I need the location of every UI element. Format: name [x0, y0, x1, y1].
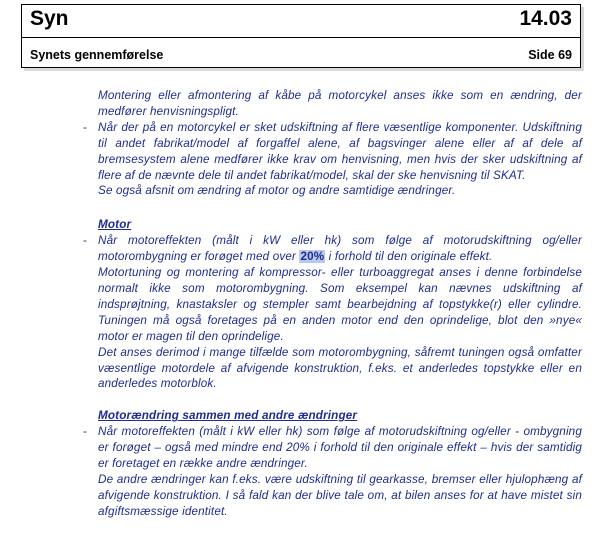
document-body — [83, 88, 582, 520]
motor-change-heading: Motorændring sammen med andre ændringer — [98, 409, 358, 423]
list-item-motor-change — [83, 424, 582, 472]
chapter-title: Syn — [30, 7, 69, 30]
motor-rebuild-paragraph: Det anses derimod i mange tilfælde som motorombygning, såfremt tuningen også omfatter væsentlige motordele af afvigende konstruktion, f.eks. et anderledes topstykke eller en anderledes motorblok. — [98, 345, 582, 391]
intro-paragraph: Montering eller afmontering af kåbe på motorcykel anses ikke som en ændring, der medfører henvisningspligt. — [98, 89, 582, 118]
motor-change-paragraph: Når motoreffekten (målt i kW eller hk) som følge af motorudskiftning og/eller - ombygning er forøget – også med mindre end 20% i forhold til den originale effekt – hvis der samtidig er foretaget en række andre ændringer. — [98, 425, 582, 471]
motor-heading: Motor — [98, 218, 132, 232]
list-item-components — [83, 120, 582, 184]
motor-paragraph: Når motoreffekten (målt i kW eller hk) som følge af motorudskiftning og/eller motorombygning er forøget med over 20% i forhold til den originale effekt. — [98, 234, 582, 264]
section-subtitle: Synets gennemførelse — [30, 48, 164, 62]
see-also-note: Se også afsnit om ændring af motor og andre samtidige ændringer. — [98, 184, 456, 198]
components-paragraph: Når der på en motorcykel er sket udskiftning af flere væsentlige komponenter. Udskiftning til andet fabrikat/model af forgaffel alene, af bagsvinger alene eller af af dele af bremsesystem alene medfører ikke krav om henvisning, men hvis der sker udskiftning af flere af de nævnte dele til andet fabrikat/model, skal der ske henvisning til SKAT. — [98, 120, 582, 182]
header-divider — [22, 37, 580, 38]
section-number: 14.03 — [519, 7, 572, 30]
bullet-dash: - — [83, 425, 88, 439]
bullet-dash: - — [83, 234, 88, 248]
other-changes-paragraph: De andre ændringer kan f.eks. være udskiftning til gearkasse, bremser eller hjulophæng af afvigende konstruktion. I så fald kan der blive tale om, at bilen anses for at have mistet sin afgiftsmæssige identitet. — [98, 472, 582, 518]
list-item-motor — [83, 233, 582, 265]
page-header — [21, 4, 581, 68]
bullet-dash: - — [83, 120, 88, 134]
motor-tuning-paragraph: Motortuning og montering af kompressor- eller turboaggregat anses i denne forbindelse normalt ikke som motorombygning. Som eksempel kan nævnes udskiftning af indsprøjtning, knastaksler og stempler samt bearbejdning af topstykke(r) eller cylindre. Tuningen må også foretages på en anden motor end den oprindelige, blot den »nye« motor er magen til den oprindelige. — [98, 266, 582, 343]
page-number: Side 69 — [528, 48, 572, 62]
highlighted-percent: 20% — [300, 250, 325, 264]
